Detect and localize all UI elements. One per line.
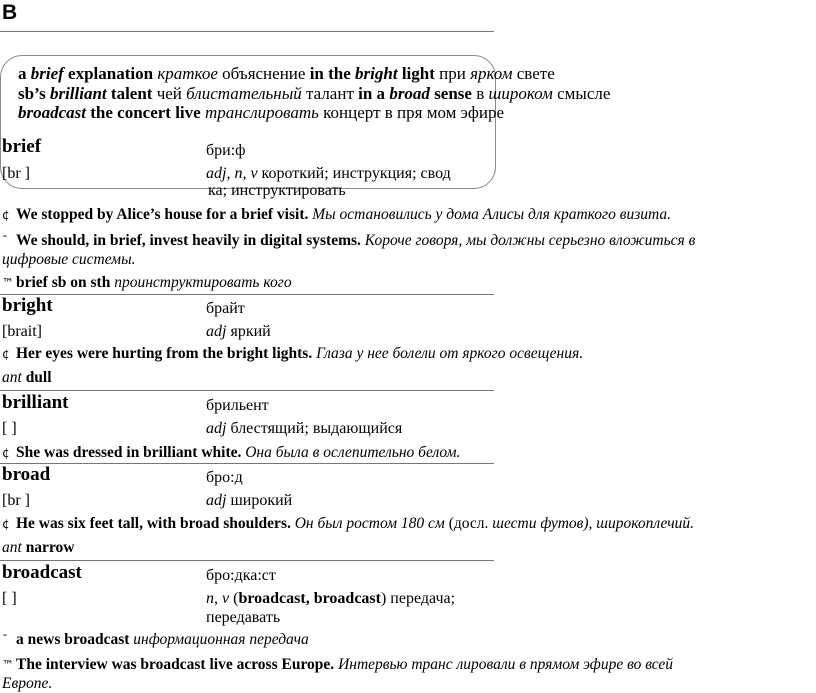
entry-definition-broadcast: n, v (broadcast, broadcast) передача;: [206, 590, 456, 607]
entry-headword-brief: brief: [2, 136, 42, 157]
entry-transcription-bright: [brait]: [2, 323, 42, 340]
entry-headword-brilliant: brilliant: [2, 392, 69, 413]
entry-divider: [0, 390, 494, 391]
example-brief-2: ˉ We should, in brief, invest heavily in digital systems. Короче говоря, мы должны серьезно вложиться в: [2, 232, 696, 249]
entry-definition-bright: adj яркий: [206, 323, 271, 340]
antonym-broad: ant narrow: [2, 539, 75, 556]
entry-definition-broad: adj широкий: [206, 492, 293, 509]
entry-transcription-brief: [br ]: [2, 165, 30, 182]
entry-headword-broad: broad: [2, 464, 51, 485]
entry-pron-broadcast: бро:дка:ст: [206, 567, 276, 584]
example-broad-1: ¢ He was six feet tall, with broad shoulders. Он был ростом 180 см (досл. шести футов), широкоплечий.: [2, 515, 694, 532]
entry-pron-bright: брайт: [206, 300, 245, 317]
phrase-line-3: broadcast the concert live транслировать концерт в пря мом эфире: [18, 103, 504, 122]
phrase-line-1: a brief explanation краткое объяснение in the bright light при ярком свете: [18, 64, 555, 83]
example-brief-3: ™ brief sb on sth проинструктировать кого: [2, 274, 292, 291]
entry-transcription-broad: [br ]: [2, 492, 30, 509]
entry-divider: [0, 294, 494, 295]
example-brilliant-1: ¢ She was dressed in brilliant white. Она была в ослепительно белом.: [2, 444, 461, 461]
section-letter: B: [2, 1, 18, 24]
entry-headword-broadcast: broadcast: [2, 562, 82, 583]
entry-definition-broadcast-cont: передавать: [206, 609, 281, 626]
entry-pron-broad: бро:д: [206, 469, 243, 486]
antonym-bright: ant dull: [2, 369, 52, 386]
entry-transcription-broadcast: [ ]: [2, 590, 17, 607]
phrase-line-2: sb’s brilliant talent чей блистательный талант in a broad sense в широком смысле: [18, 84, 611, 103]
example-broadcast-2: ™ The interview was broadcast live across Europe. Интервью транс лировали в прямом эфире во всей: [2, 656, 674, 673]
entry-divider: [0, 463, 494, 464]
example-broadcast-1: ˉ a news broadcast информационная передача: [2, 631, 309, 648]
example-broadcast-2-cont: Европе.: [2, 675, 53, 692]
entry-definition-brief-cont: ка; инструктировать: [208, 182, 346, 199]
section-divider: [0, 31, 494, 32]
entry-definition-brilliant: adj блестящий; выдающийся: [206, 420, 403, 437]
entry-definition-brief: adj, n, v короткий; инструкция; свод: [206, 165, 451, 182]
entry-transcription-brilliant: [ ]: [2, 420, 17, 437]
entry-headword-bright: bright: [2, 295, 53, 316]
example-bright-1: ¢ Her eyes were hurting from the bright lights. Глаза у нее болели от яркого освещения.: [2, 345, 584, 362]
entry-pron-brief: бри:ф: [206, 142, 246, 159]
entry-pron-brilliant: брильент: [206, 397, 269, 414]
entry-divider: [0, 560, 494, 561]
example-brief-1: ¢ We stopped by Alice’s house for a brief visit. Мы остановились у дома Алисы для краткого визита.: [2, 206, 672, 223]
example-brief-2-cont: цифровые системы.: [2, 251, 136, 268]
